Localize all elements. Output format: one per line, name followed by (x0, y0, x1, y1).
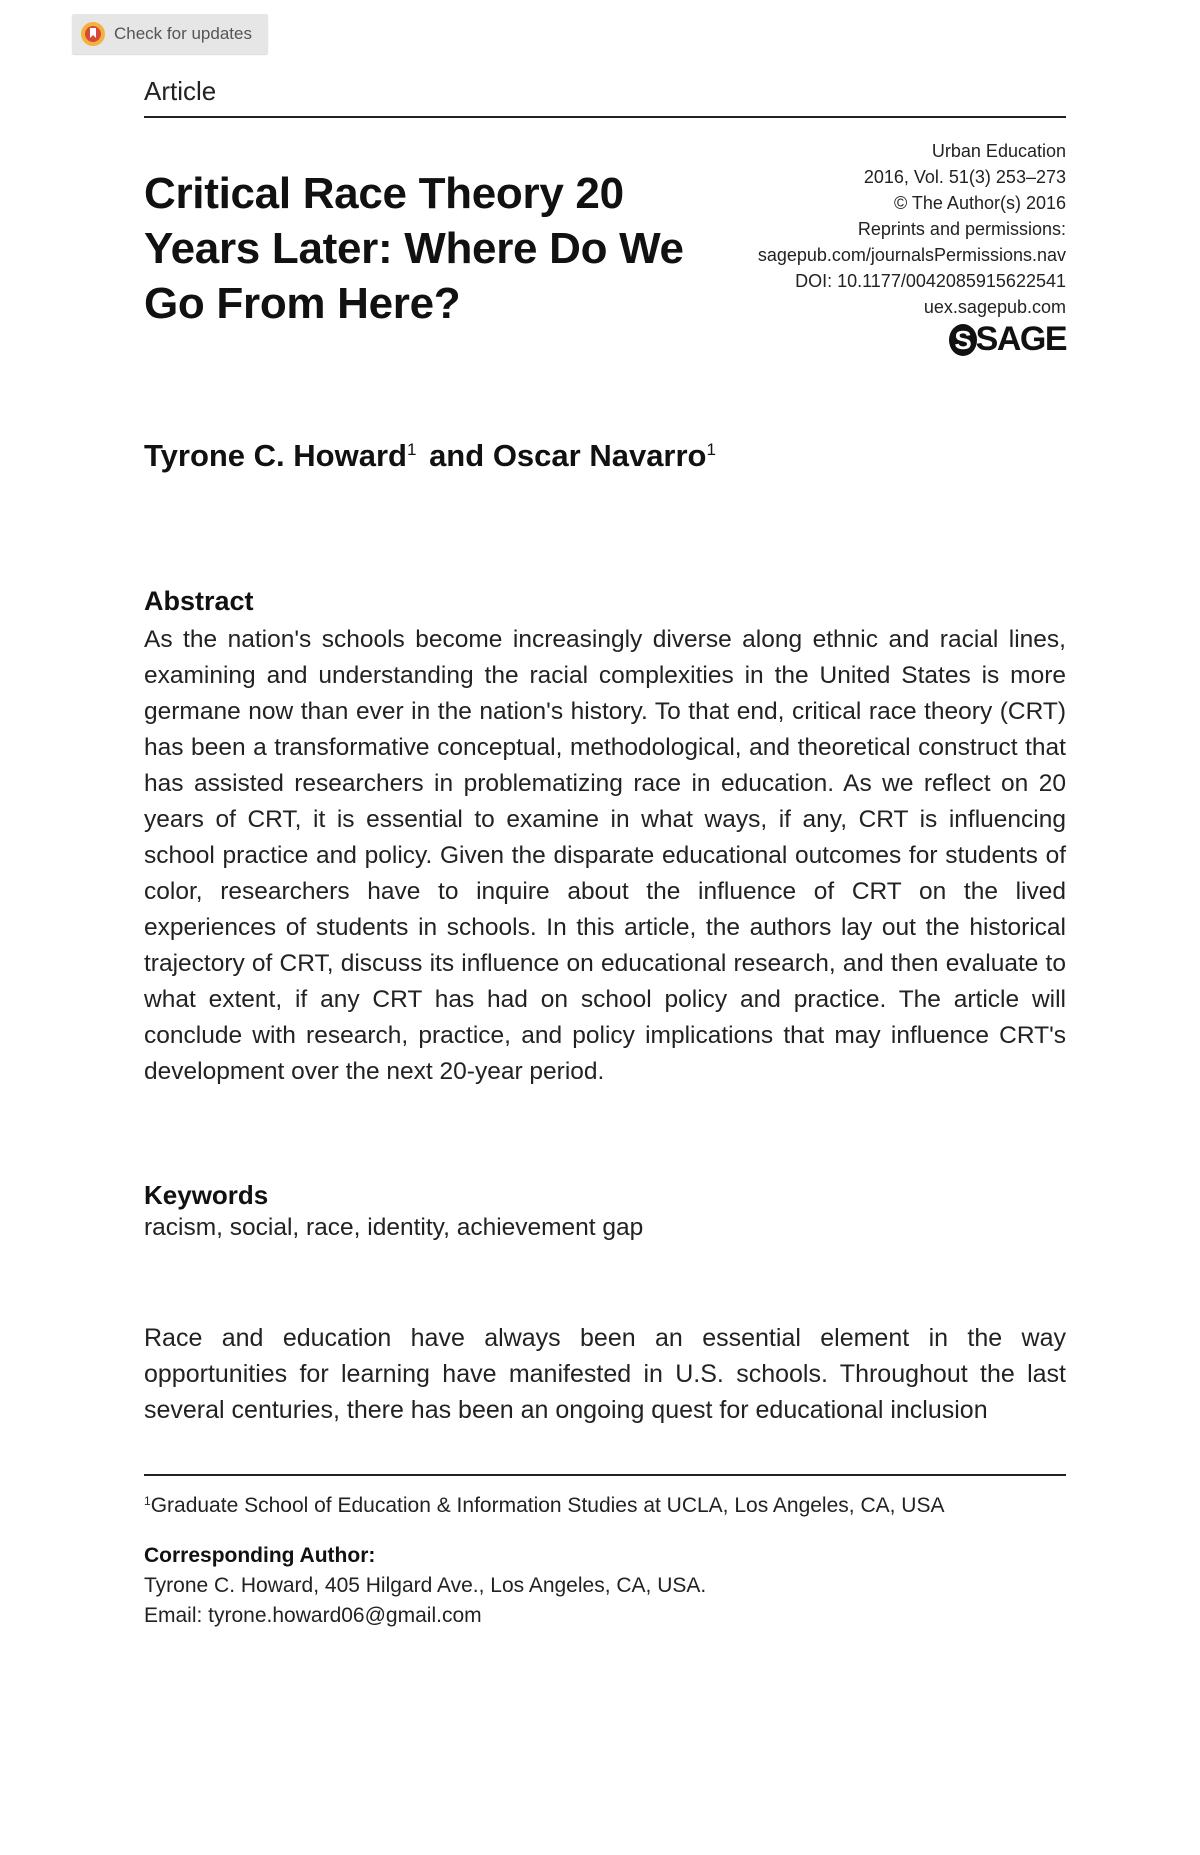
body-paragraph: Race and education have always been an essential element in the way opportunities for learning have manifested in U.S. schools. Throughout the last several centuries, there has been an ongoing quest for educational inclusion (144, 1324, 1066, 1424)
check-for-updates-badge[interactable] (72, 14, 268, 54)
sage-logo-icon (948, 323, 978, 357)
journal-info (758, 138, 1066, 320)
author-joiner: and (429, 438, 485, 473)
footnote-divider (144, 1474, 1066, 1476)
svg-text:S: S (953, 324, 972, 355)
author-affiliation-mark: 1 (406, 440, 417, 459)
author-name: Oscar Navarro (492, 438, 707, 473)
affiliation-mark: 1 (144, 1494, 151, 1508)
article-title: Critical Race Theory 20 Years Later: Where Do We Go From Here? (144, 169, 684, 328)
journal-copyright: © The Author(s) 2016 (893, 193, 1066, 213)
affiliation-text: Graduate School of Education & Information Studies at UCLA, Los Angeles, CA, USA (150, 1494, 945, 1517)
author-name: Tyrone C. Howard (144, 438, 407, 473)
corresponding-author-email[interactable]: Email: tyrone.howard06@gmail.com (144, 1604, 482, 1627)
check-for-updates-label: Check for updates (114, 24, 252, 43)
journal-reprints: Reprints and permissions: (857, 219, 1066, 239)
article-type-label: Article (144, 76, 217, 106)
sage-wordmark: SAGE (975, 320, 1066, 358)
corresponding-author-heading: Corresponding Author: (144, 1544, 376, 1567)
header-divider (144, 116, 1066, 118)
journal-site-link[interactable]: uex.sagepub.com (923, 297, 1066, 317)
abstract-text: As the nation's schools become increasingly diverse along ethnic and racial lines, examining and understanding the racial complexities in the United States is more germane now than ever in the nation's history. To that end, critical race theory (CRT) has been a transformative conceptual, methodological, and theoretical construct that has assisted researchers in problematizing race in education. As we reflect on 20 years of CRT, it is essential to examine in what ways, if any, CRT is influencing school practice and policy. Given the disparate educational outcomes for students of color, researchers have to inquire about the influence of CRT on the lived experiences of students in schools. In this article, the authors lay out the historical trajectory of CRT, discuss its influence on educational research, and then evaluate to what extent, if any CRT has had on school policy and practice. The article will conclude with research, practice, and policy implications that may influence CRT's development over the next 20-year period. (144, 626, 1066, 1085)
abstract-heading: Abstract (144, 586, 254, 616)
journal-permissions-link[interactable]: sagepub.com/journalsPermissions.nav (757, 245, 1066, 265)
journal-volume: 2016, Vol. 51(3) 253–273 (863, 167, 1066, 187)
journal-doi[interactable]: DOI: 10.1177/0042085915622541 (795, 271, 1066, 291)
author-list (144, 438, 720, 474)
keywords-heading: Keywords (144, 1180, 269, 1210)
crossmark-icon (80, 21, 106, 47)
author-affiliation-mark: 1 (706, 440, 716, 459)
affiliation-footnote (144, 1494, 944, 1518)
sage-logo (948, 320, 1066, 359)
corresponding-author-address: Tyrone C. Howard, 405 Hilgard Ave., Los Angeles, CA, USA. (144, 1574, 707, 1597)
keywords-list: racism, social, race, identity, achievement gap (144, 1214, 644, 1241)
journal-name: Urban Education (931, 141, 1066, 161)
